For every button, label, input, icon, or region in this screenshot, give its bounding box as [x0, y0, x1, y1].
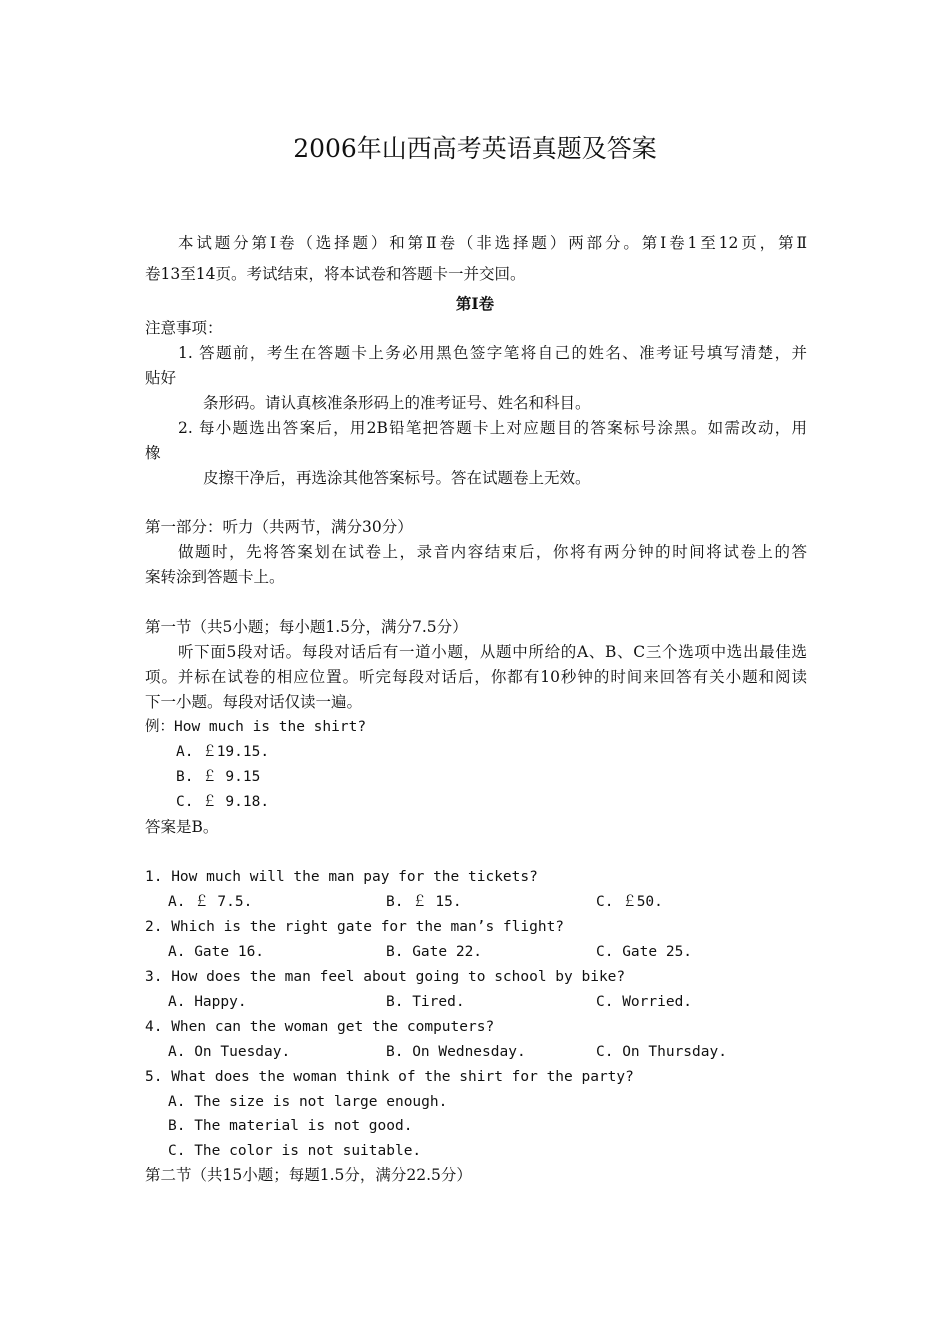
question-option-c: C. On Thursday. [596, 1044, 727, 1060]
document-title: 2006年山西高考英语真题及答案 [293, 134, 657, 163]
example-option-a: A. ￡19.15. [176, 744, 270, 760]
section-1-instruction-line: 项。并标在试卷的相应位置。听完每段对话后，你都有10秒钟的时间来回答有关小题和阅读 [145, 668, 807, 686]
example-option-c: C. ￡ 9.18. [176, 794, 270, 810]
part-1-instruction-line: 做题时，先将答案划在试卷上，录音内容结束后，你将有两分钟的时间将试卷上的答 [178, 543, 807, 561]
note-2-line: 橡 [145, 444, 161, 462]
section-2-heading: 第二节（共15小题；每题1.5分，满分22.5分） [145, 1166, 472, 1184]
question-option-b: B. The material is not good. [168, 1118, 413, 1134]
question-option-c: C. Gate 25. [596, 944, 693, 960]
question-option-a: A. Happy. [168, 994, 247, 1010]
section-1-instruction-line: 听下面5段对话。每段对话后有一道小题，从题中所给的A、B、C三个选项中选出最佳选 [178, 643, 807, 661]
notes-heading: 注意事项： [145, 319, 223, 337]
question-text: 4. When can the woman get the computers? [145, 1019, 495, 1035]
intro-paragraph-line: 卷13至14页。考试结束，将本试卷和答题卡一并交回。 [145, 265, 526, 283]
question-option-b: B. ￡ 15. [386, 894, 462, 910]
question-text: 5. What does the woman think of the shirt for the party? [145, 1069, 634, 1085]
part-1-instruction-line: 案转涂到答题卡上。 [145, 568, 285, 586]
question-option-a: A. The size is not large enough. [168, 1094, 448, 1110]
example-option-b: B. ￡ 9.15 [176, 769, 261, 785]
question-option-c: C. ￡50. [596, 894, 663, 910]
question-option-a: A. ￡ 7.5. [168, 894, 253, 910]
question-option-b: B. Tired. [386, 994, 465, 1010]
note-2-line: 2. 每小题选出答案后，用2B铅笔把答题卡上对应题目的答案标号涂黑。如需改动，用 [178, 419, 807, 437]
example-answer: 答案是B。 [145, 818, 219, 836]
question-option-c: C. Worried. [596, 994, 693, 1010]
volume-heading: 第Ⅰ卷 [455, 294, 495, 313]
intro-paragraph-line: 本试题分第Ⅰ卷（选择题）和第Ⅱ卷（非选择题）两部分。第Ⅰ卷1至12页，第Ⅱ [178, 234, 807, 252]
question-text: 3. How does the man feel about going to school by bike? [145, 969, 626, 985]
question-option-a: A. Gate 16. [168, 944, 265, 960]
question-option-c: C. The color is not suitable. [168, 1143, 422, 1159]
note-2-line: 皮擦干净后，再选涂其他答案标号。答在试题卷上无效。 [203, 469, 591, 487]
part-1-heading: 第一部分：听力（共两节，满分30分） [145, 518, 413, 536]
example-question: 例：How much is the shirt? [145, 719, 367, 735]
section-1-heading: 第一节（共5小题；每小题1.5分，满分7.5分） [145, 618, 468, 636]
question-option-a: A. On Tuesday. [168, 1044, 291, 1060]
question-option-b: B. Gate 22. [386, 944, 483, 960]
question-text: 2. Which is the right gate for the man’s flight? [145, 919, 565, 935]
question-text: 1. How much will the man pay for the tickets? [145, 869, 538, 885]
note-1-line: 条形码。请认真核准条形码上的准考证号、姓名和科目。 [203, 394, 591, 412]
note-1-line: 1. 答题前，考生在答题卡上务必用黑色签字笔将自己的姓名、准考证号填写清楚，并 [178, 344, 807, 362]
question-option-b: B. On Wednesday. [386, 1044, 526, 1060]
note-1-line: 贴好 [145, 369, 177, 387]
section-1-instruction-line: 下一小题。每段对话仅读一遍。 [145, 693, 363, 711]
